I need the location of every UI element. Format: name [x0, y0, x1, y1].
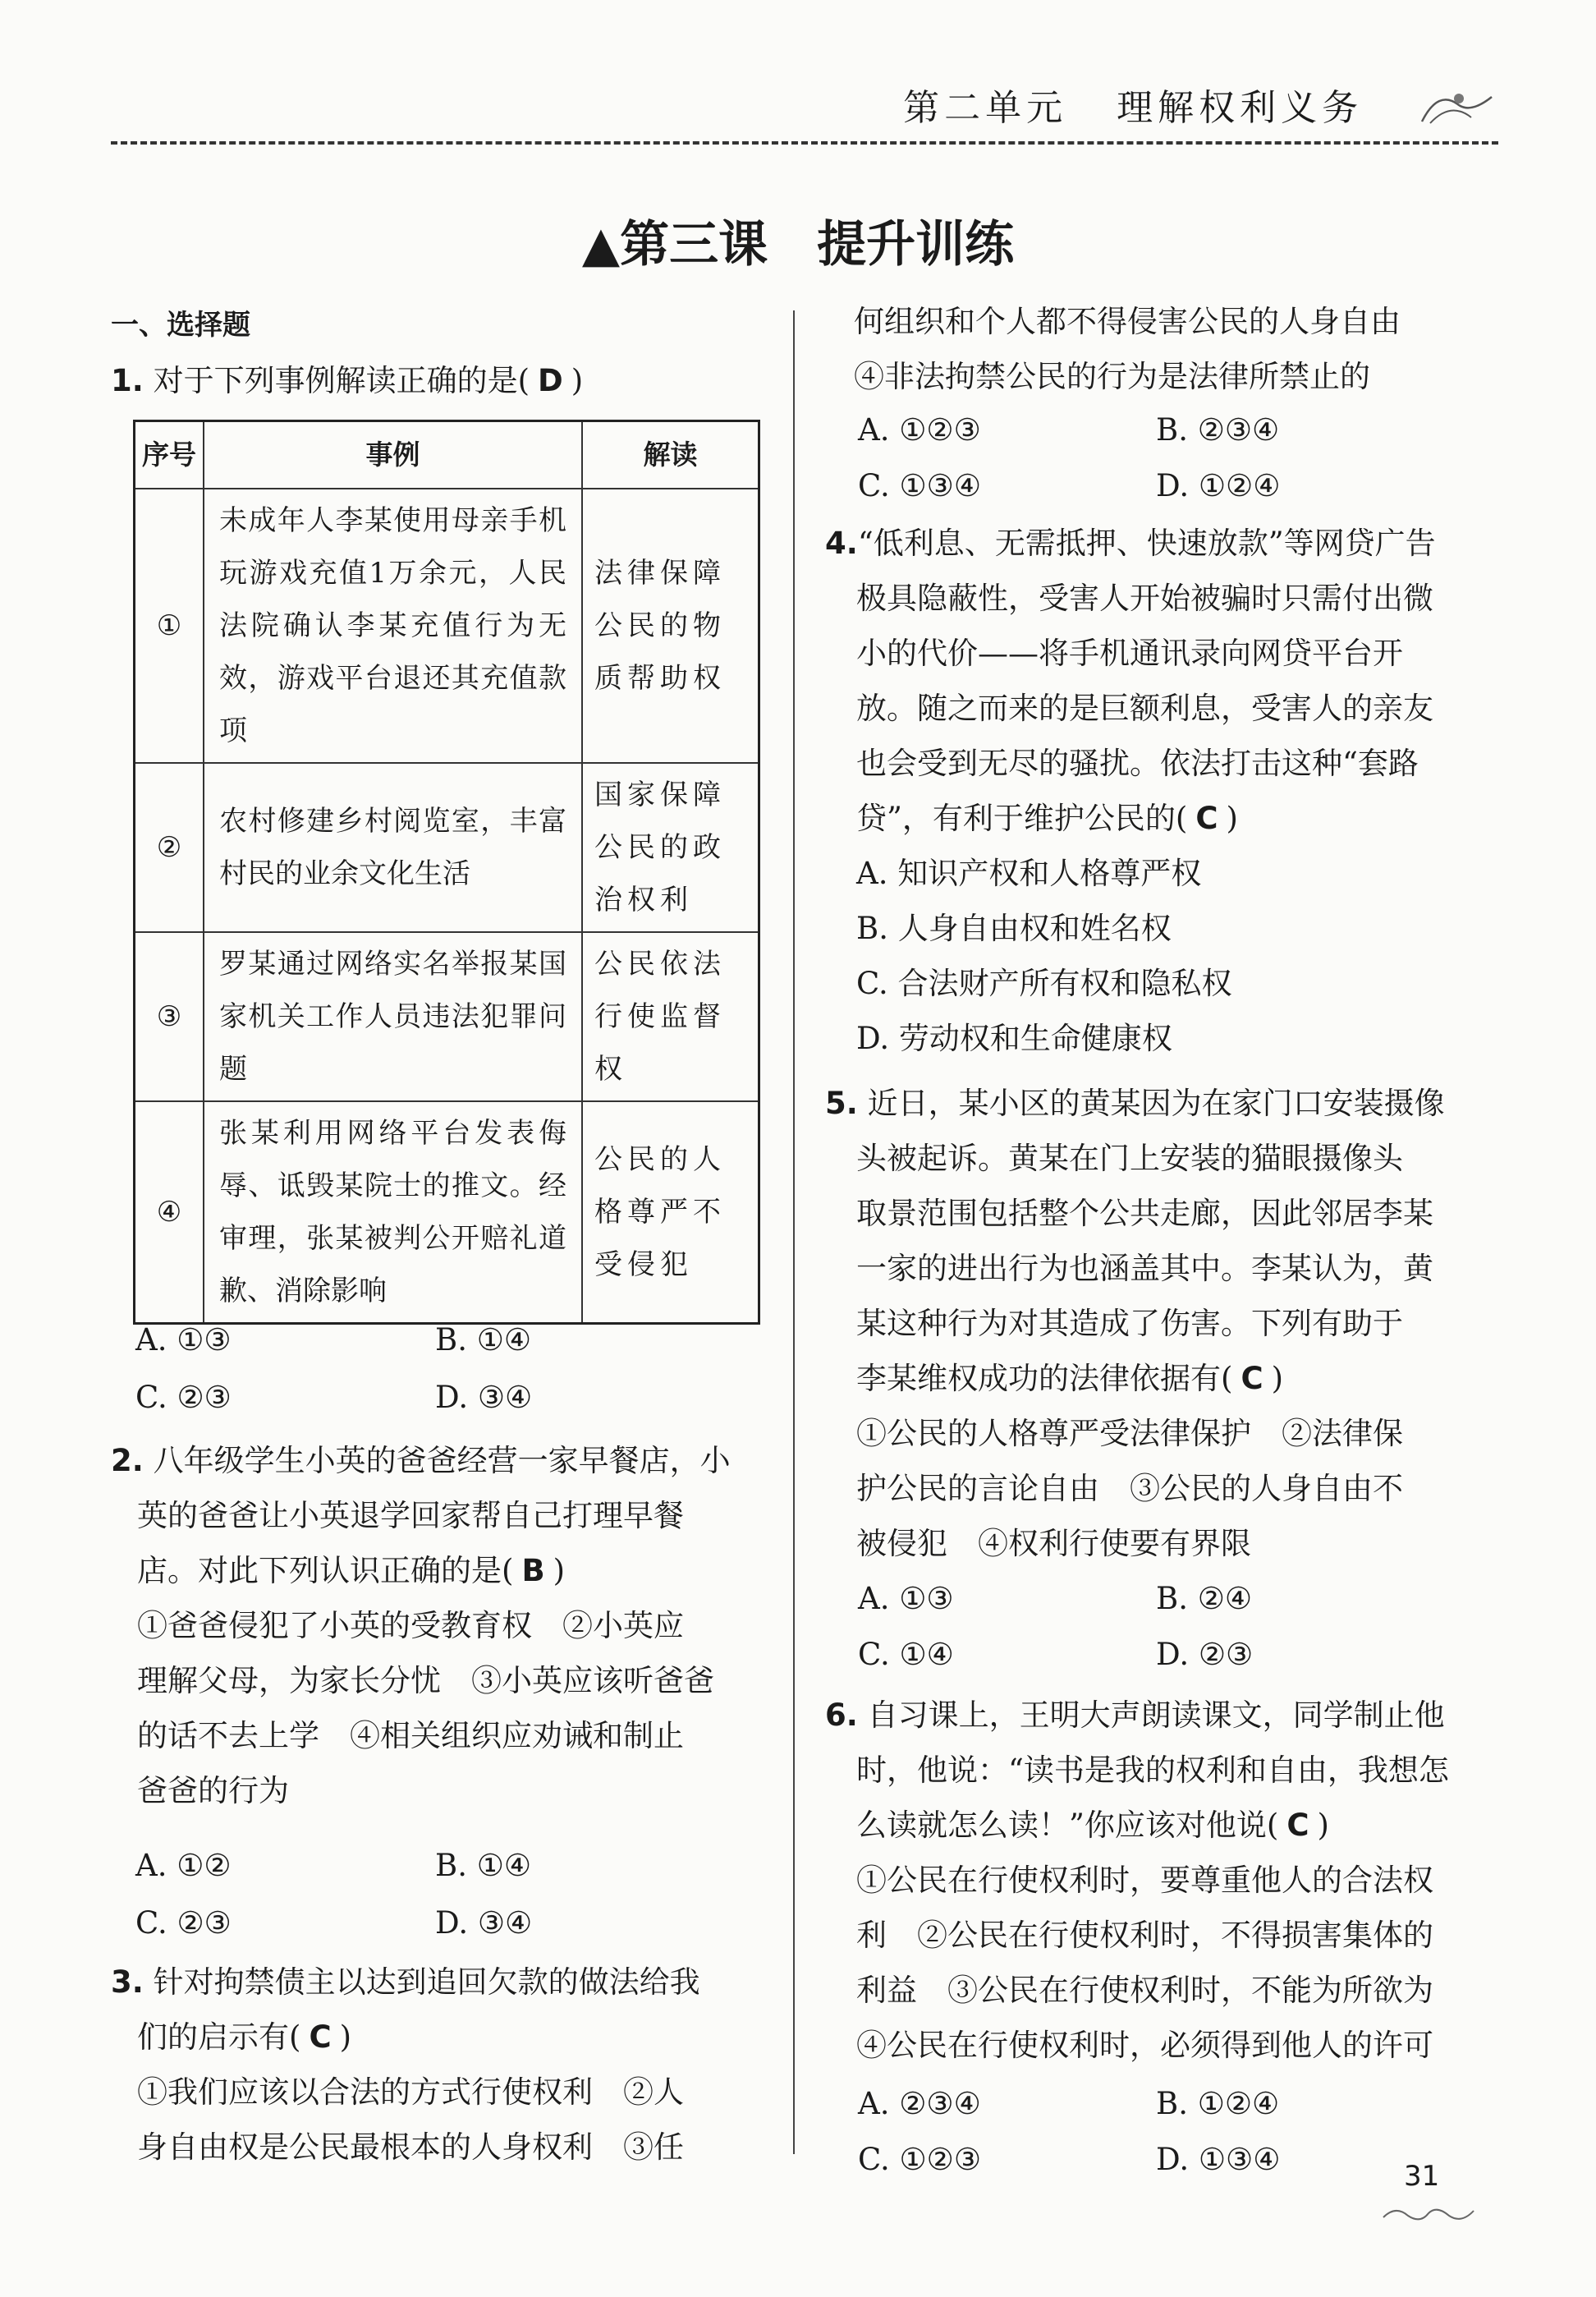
option: D. 劳动权和生命健康权 [856, 1021, 1172, 1056]
row-reading: 国家保障公民的政治权利 [582, 763, 759, 932]
statement-line: 何组织和个人都不得侵害公民的人身自由 [854, 304, 1401, 339]
running-header [0, 78, 1494, 131]
stem-line: 近日，某小区的黄某因为在家门口安装摄像 [867, 1086, 1445, 1121]
option: B. ②④ [1156, 1581, 1253, 1616]
case-table [133, 420, 760, 1325]
question-6 [825, 1688, 1498, 2073]
stem-line: 英的爸爸让小英退学回家帮自己打理早餐 [137, 1498, 684, 1533]
leaf-ornament-icon [1414, 80, 1496, 130]
statement-line: 利 ②公民在行使权利时，不得损害集体的 [856, 1918, 1433, 1953]
table-row [135, 763, 759, 932]
option: C. ②③ [135, 1380, 232, 1415]
statement-line: ④非法拘禁公民的行为是法律所禁止的 [854, 359, 1370, 394]
statement-line: ①公民在行使权利时，要尊重他人的合法权 [856, 1863, 1433, 1898]
page-title: ▲第三课 提升训练 [581, 216, 1015, 273]
question-stem: 对于下列事例解读正确的是( [153, 363, 530, 398]
statement-line: 被侵犯 ④权利行使要有界限 [856, 1526, 1251, 1561]
option: A. ②③④ [858, 2086, 981, 2121]
header-divider [111, 141, 1498, 145]
stem-line: 时，他说：“读书是我的权利和自由，我想怎 [856, 1753, 1449, 1788]
option: D. ③④ [435, 1905, 533, 1941]
question-2 [111, 1433, 768, 1818]
paren-close: ) [1226, 801, 1238, 836]
statement-line: 爸爸的行为 [137, 1773, 289, 1808]
question-3-continued [854, 294, 1511, 404]
option: B. 人身自由权和姓名权 [856, 911, 1172, 946]
answer: C [309, 2019, 332, 2055]
row-reading: 公民依法行使监督权 [582, 932, 759, 1101]
stem-line: 李某维权成功的法律依据有( [856, 1361, 1233, 1396]
row-reading: 法律保障公民的物质帮助权 [582, 489, 759, 763]
stem-line: 头被起诉。黄某在门上安装的猫眼摄像头 [856, 1141, 1403, 1176]
row-case: 罗某通过网络实名举报某国家机关工作人员违法犯罪问题 [204, 932, 582, 1101]
option: A. ①②③ [858, 412, 981, 448]
option: D. ①②④ [1156, 468, 1281, 503]
statement-line: ①爸爸侵犯了小英的受教育权 ②小英应 [137, 1608, 684, 1643]
option: D. ②③ [1156, 1637, 1254, 1672]
stem-line: “低利息、无需抵押、快速放款”等网贷广告 [857, 526, 1436, 561]
stem-line: 么读就怎么读！”你应该对他说( [856, 1808, 1279, 1843]
question-number: 5. [825, 1086, 858, 1121]
question-3 [111, 1955, 768, 2175]
option: D. ①③④ [1156, 2142, 1281, 2177]
row-case: 张某利用网络平台发表侮辱、诋毁某院士的推文。经审理，张某被判公开赔礼道歉、消除影响 [204, 1101, 582, 1324]
option: A. ①③ [135, 1322, 232, 1358]
table-header: 解读 [582, 421, 759, 489]
option: C. ①②③ [858, 2142, 982, 2177]
statement-line: ①我们应该以合法的方式行使权利 ②人 [137, 2074, 684, 2110]
header-unit: 第二单元 [903, 87, 1068, 129]
stem-line: 八年级学生小英的爸爸经营一家早餐店，小 [153, 1443, 731, 1478]
option: B. ①④ [435, 1848, 532, 1883]
page-number: 31 [1404, 2160, 1440, 2193]
row-number: ④ [135, 1101, 204, 1324]
row-reading: 公民的人格尊严不受侵犯 [582, 1101, 759, 1324]
stem-line: 们的启示有( [137, 2019, 301, 2055]
stem-line: 也会受到无尽的骚扰。依法打击这种“套路 [856, 746, 1419, 781]
row-case: 农村修建乡村阅览室，丰富村民的业余文化生活 [204, 763, 582, 932]
table-row [135, 932, 759, 1101]
question-1 [111, 353, 583, 408]
option: A. 知识产权和人格尊严权 [856, 856, 1202, 891]
question-number: 6. [825, 1697, 858, 1733]
answer: C [1286, 1808, 1309, 1843]
option: A. ①③ [858, 1581, 954, 1616]
option: D. ③④ [435, 1380, 533, 1415]
question-number: 2. [111, 1443, 144, 1478]
paren-close: ) [553, 1553, 566, 1588]
table-header: 序号 [135, 421, 204, 489]
stem-line: 一家的进出行为也涵盖其中。李某认为，黄 [856, 1251, 1433, 1286]
question-5 [825, 1076, 1498, 1571]
statement-line: ④公民在行使权利时，必须得到他人的许可 [856, 2028, 1433, 2063]
option: C. ①③④ [858, 468, 982, 503]
option: B. ①④ [435, 1322, 532, 1358]
option: B. ①②④ [1156, 2086, 1280, 2121]
statement-line: 身自由权是公民最根本的人身权利 ③任 [137, 2129, 684, 2165]
statement-line: 利益 ③公民在行使权利时，不能为所欲为 [856, 1973, 1433, 2008]
answer: D [538, 363, 563, 398]
stem-line: 贷”，有利于维护公民的( [856, 801, 1188, 836]
stem-line: 放。随之而来的是巨额利息，受害人的亲友 [856, 691, 1433, 726]
statement-line: 理解父母，为家长分忧 ③小英应该听爸爸 [137, 1663, 714, 1698]
statement-line: 的话不去上学 ④相关组织应劝诫和制止 [137, 1718, 684, 1753]
answer: C [1241, 1361, 1264, 1396]
flourish-icon [1379, 2201, 1478, 2226]
statement-line: 护公民的言论自由 ③公民的人身自由不 [856, 1471, 1403, 1506]
stem-line: 取景范围包括整个公共走廊，因此邻居李某 [856, 1196, 1433, 1231]
option: C. ①④ [858, 1637, 954, 1672]
table-row [135, 1101, 759, 1324]
row-number: ② [135, 763, 204, 932]
stem-line: 店。对此下列认识正确的是( [137, 1553, 514, 1588]
paren-close: ) [1271, 1361, 1284, 1396]
option: B. ②③④ [1156, 412, 1280, 448]
stem-line: 某这种行为对其造成了伤害。下列有助于 [856, 1306, 1403, 1341]
question-4 [825, 516, 1498, 1066]
row-case: 未成年人李某使用母亲手机玩游戏充值1万余元，人民法院确认李某充值行为无效，游戏平台退还其充值款项 [204, 489, 582, 763]
row-number: ③ [135, 932, 204, 1101]
stem-line: 针对拘禁债主以达到追回欠款的做法给我 [153, 1964, 700, 2000]
paren-close: ) [339, 2019, 352, 2055]
question-number: 1. [111, 363, 144, 398]
stem-line: 极具隐蔽性，受害人开始被骗时只需付出微 [856, 581, 1433, 616]
statement-line: ①公民的人格尊严受法律保护 ②法律保 [856, 1416, 1403, 1451]
paren-close: ) [1317, 1808, 1329, 1843]
answer: B [521, 1553, 545, 1588]
header-topic: 理解权利义务 [1117, 87, 1364, 129]
table-row [135, 489, 759, 763]
column-divider [793, 310, 795, 2154]
row-number: ① [135, 489, 204, 763]
stem-line: 小的代价——将手机通讯录向网贷平台开 [856, 636, 1403, 671]
section-heading: 一、选择题 [111, 309, 250, 342]
paren-close: ) [571, 363, 584, 398]
table-header-row [135, 421, 759, 489]
option: C. ②③ [135, 1905, 232, 1941]
stem-line: 自习课上，王明大声朗读课文，同学制止他 [867, 1697, 1445, 1733]
option: A. ①② [135, 1848, 232, 1883]
option: C. 合法财产所有权和隐私权 [856, 966, 1232, 1001]
question-number: 3. [111, 1964, 144, 2000]
answer: C [1195, 801, 1218, 836]
question-number: 4. [825, 526, 858, 561]
table-header: 事例 [204, 421, 582, 489]
